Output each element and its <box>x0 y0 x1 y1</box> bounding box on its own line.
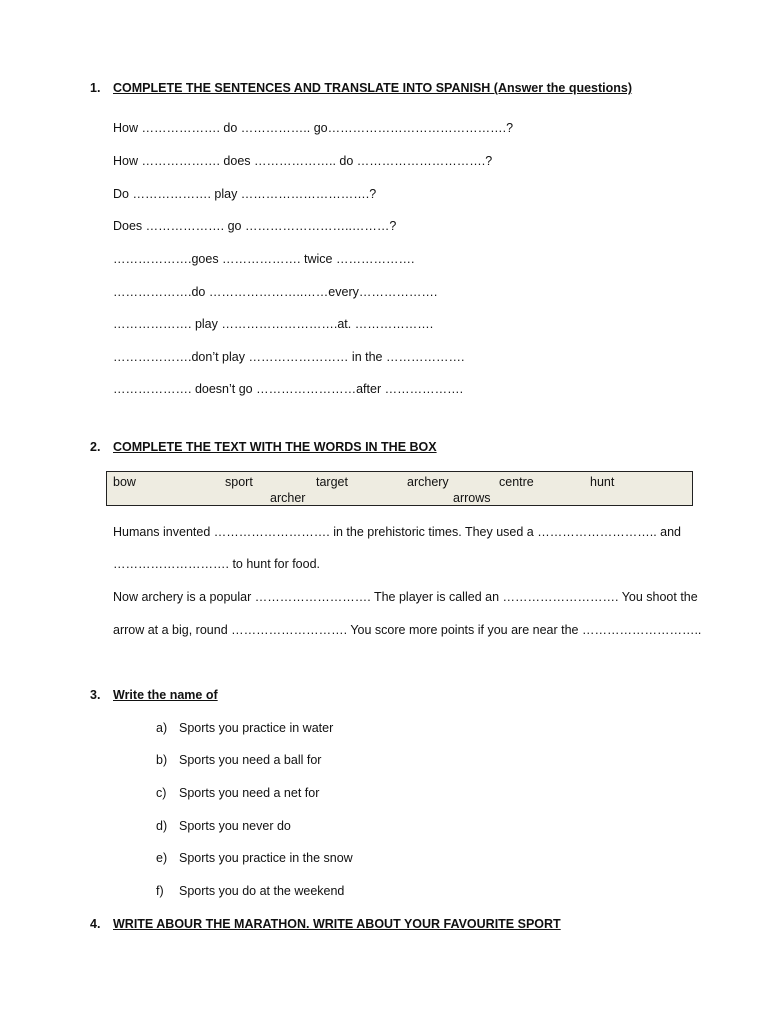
word-box <box>106 471 693 506</box>
sentence-line: How ………………. do …………….. go…………………………………….? <box>113 121 514 135</box>
list-item-letter: e) <box>156 851 168 865</box>
box-word: hunt <box>590 475 615 489</box>
section-2-number: 2. <box>90 440 101 454</box>
list-item: Sports you do at the weekend <box>179 884 345 898</box>
list-item: Sports you need a ball for <box>179 753 322 767</box>
list-item-letter: a) <box>156 721 168 735</box>
sentence-line: Does ………………. go ……………………..………? <box>113 219 397 233</box>
list-item: Sports you need a net for <box>179 786 320 800</box>
list-item: Sports you practice in the snow <box>179 851 353 865</box>
box-word: sport <box>225 475 253 489</box>
sentence-line: ……………….don’t play …………………… in the ………………. <box>113 350 465 364</box>
list-item-letter: f) <box>156 884 164 898</box>
box-word: archer <box>270 491 306 505</box>
sentence-line: ………………. play ……………………….at. ………………. <box>113 317 434 331</box>
section-3-number: 3. <box>90 688 101 702</box>
section-4-number: 4. <box>90 917 101 931</box>
section-4-title: WRITE ABOUR THE MARATHON. WRITE ABOUT YOUR FAVOURITE SPORT <box>113 917 561 931</box>
section-1-title: COMPLETE THE SENTENCES AND TRANSLATE INTO SPANISH (Answer the questions) <box>113 81 633 95</box>
section-3-title: Write the name of <box>113 688 218 702</box>
box-word: bow <box>113 475 136 489</box>
text-line: Now archery is a popular ………………………. The player is called an ………………………. You shoot the <box>113 590 698 604</box>
section-2-title: COMPLETE THE TEXT WITH THE WORDS IN THE BOX <box>113 440 437 454</box>
list-item-letter: b) <box>156 753 168 767</box>
box-word: centre <box>499 475 534 489</box>
section-1-number: 1. <box>90 81 101 95</box>
box-word: arrows <box>453 491 491 505</box>
text-line: Humans invented ………………………. in the prehistoric times. They used a ……………………….. and <box>113 525 682 539</box>
sentence-line: ……………….do …………………..……every………………. <box>113 285 438 299</box>
sentence-line: ……………….goes ………………. twice ………………. <box>113 252 415 266</box>
sentence-line: ………………. doesn’t go ……………………after ………………. <box>113 382 464 396</box>
list-item-letter: c) <box>156 786 167 800</box>
list-item: Sports you practice in water <box>179 721 334 735</box>
text-line: arrow at a big, round ………………………. You score more points if you are near the ……………………….. <box>113 623 702 637</box>
sentence-line: Do ………………. play ………………………….? <box>113 187 377 201</box>
text-line: ………………………. to hunt for food. <box>113 557 321 571</box>
list-item-letter: d) <box>156 819 168 833</box>
sentence-line: How ………………. does ……………….. do ………………………….? <box>113 154 493 168</box>
box-word: target <box>316 475 348 489</box>
box-word: archery <box>407 475 449 489</box>
list-item: Sports you never do <box>179 819 291 833</box>
